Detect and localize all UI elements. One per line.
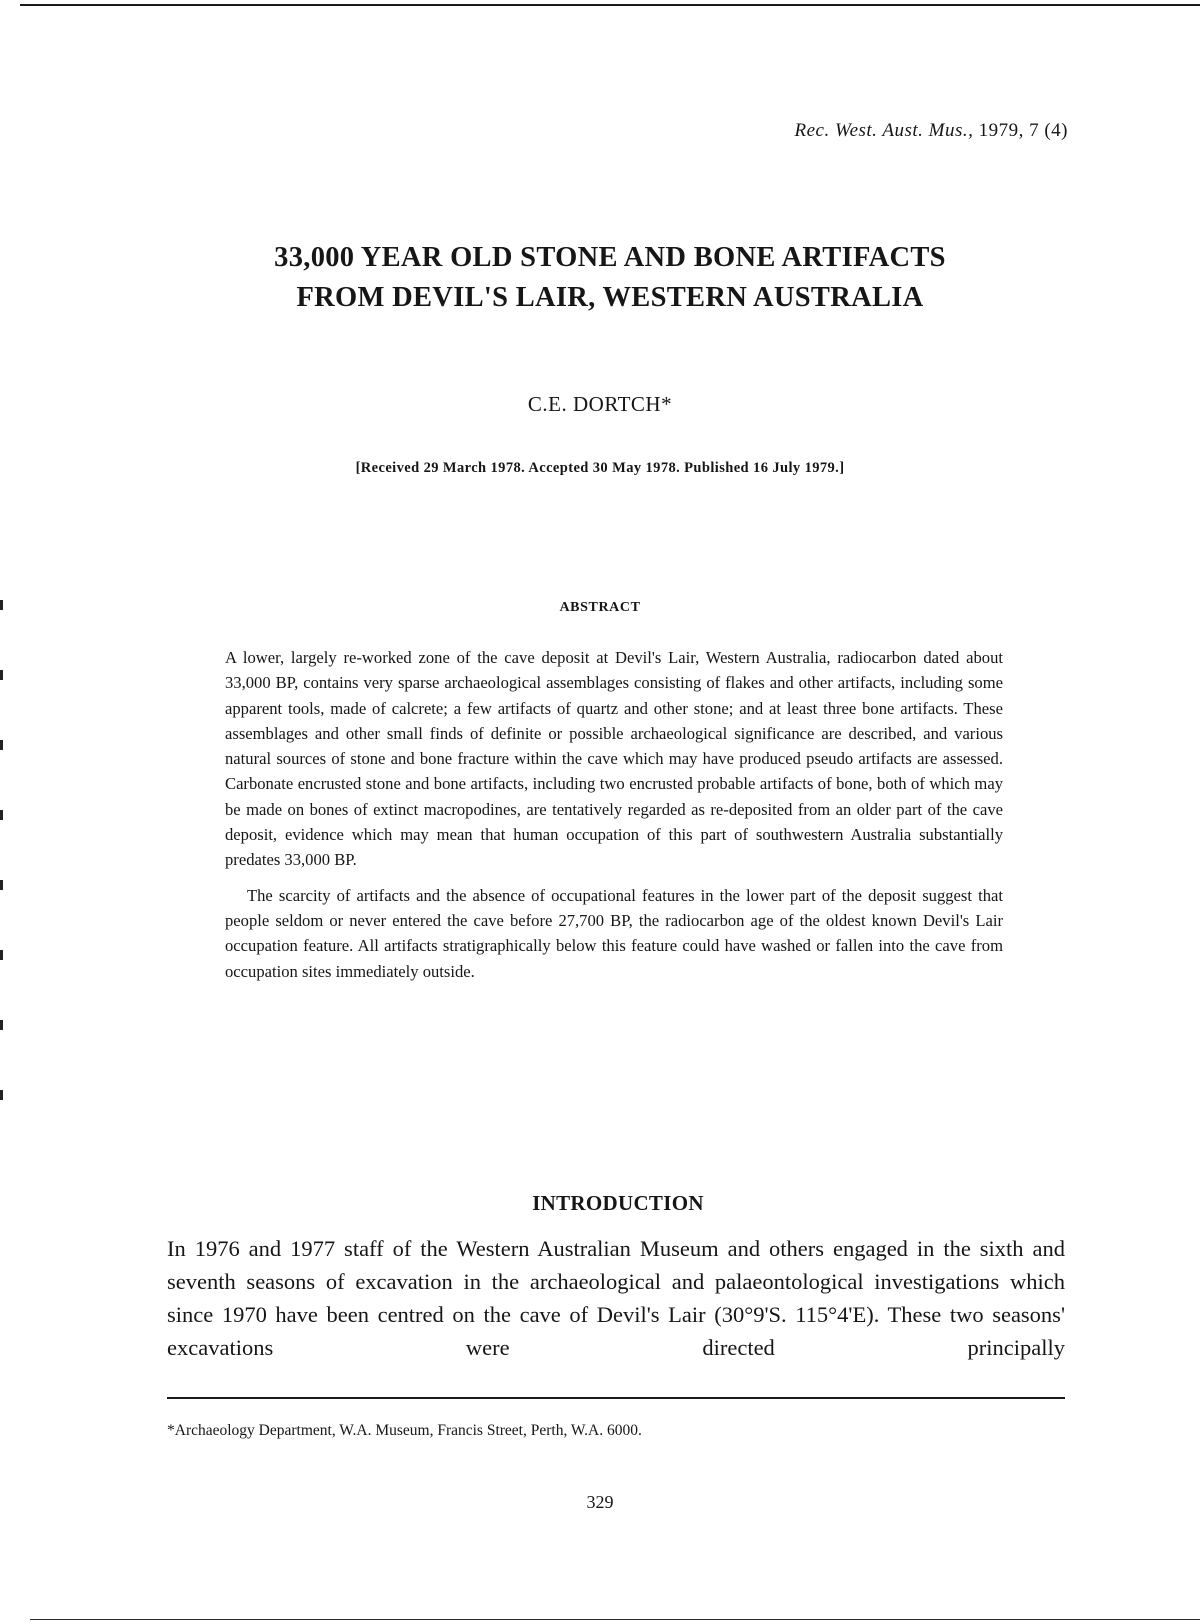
author-affiliation-footnote: *Archaeology Department, W.A. Museum, Francis Street, Perth, W.A. 6000. bbox=[167, 1422, 642, 1439]
abstract-paragraph-1: A lower, largely re-worked zone of the cave deposit at Devil's Lair, Western Australia, radiocarbon dated about 33,000 BP, contains very sparse archaeological assemblages consisting of flakes and other artifacts, including some apparent tools, made of calcrete; a few artifacts of quartz and other stone; and at least three bone artifacts. These assemblages and other small finds of definite or possible archaeological significance are described, and various natural sources of stone and bone fracture within the cave which may have produced pseudo artifacts are assessed. Carbonate encrusted stone and bone artifacts, including two encrusted probable artifacts of bone, both of which may be made on bones of extinct macropodines, are tentatively regarded as re-deposited from an older part of the cave deposit, evidence which may mean that human occupation of this part of southwestern Australia substantially predates 33,000 BP. bbox=[225, 648, 1003, 870]
introduction-paragraph: In 1976 and 1977 staff of the Western Australian Museum and others engaged in the sixth and seventh seasons of excavation in the archaeological and palaeontological investigations which since 1970 have been centred on the cave of Devil's Lair (30°9'S. 115°4'E). These two seasons' excavations were directed principally bbox=[167, 1236, 1065, 1360]
volume-citation: 1979, 7 (4) bbox=[978, 120, 1068, 141]
scan-margin-marks bbox=[0, 600, 3, 1100]
title-line-2: FROM DEVIL'S LAIR, WESTERN AUSTRALIA bbox=[296, 282, 924, 313]
abstract-heading: ABSTRACT bbox=[559, 600, 641, 615]
journal-citation: Rec. West. Aust. Mus., bbox=[794, 120, 974, 141]
paper-title bbox=[160, 238, 1060, 318]
abstract-body bbox=[225, 645, 1003, 994]
footnote-divider bbox=[167, 1397, 1065, 1399]
introduction-heading: INTRODUCTION bbox=[532, 1191, 704, 1215]
publication-dates: [Received 29 March 1978. Accepted 30 May 1978. Published 16 July 1979.] bbox=[355, 460, 845, 476]
page-number: 329 bbox=[586, 1492, 614, 1512]
author-name: C.E. DORTCH* bbox=[527, 392, 673, 416]
scan-edge-bottom bbox=[30, 1619, 1200, 1620]
scan-edge-top bbox=[20, 4, 1200, 6]
abstract-paragraph-2: The scarcity of artifacts and the absence of occupational features in the lower part of the deposit suggest that people seldom or never entered the cave before 27,700 BP, the radiocarbon age of the oldest known Devil's Lair occupation feature. All artifacts stratigraphically below this feature could have washed or fallen into the cave from occupation sites immediately outside. bbox=[225, 885, 1003, 981]
running-head bbox=[600, 120, 1068, 142]
title-line-1: 33,000 YEAR OLD STONE AND BONE ARTIFACTS bbox=[274, 242, 946, 273]
